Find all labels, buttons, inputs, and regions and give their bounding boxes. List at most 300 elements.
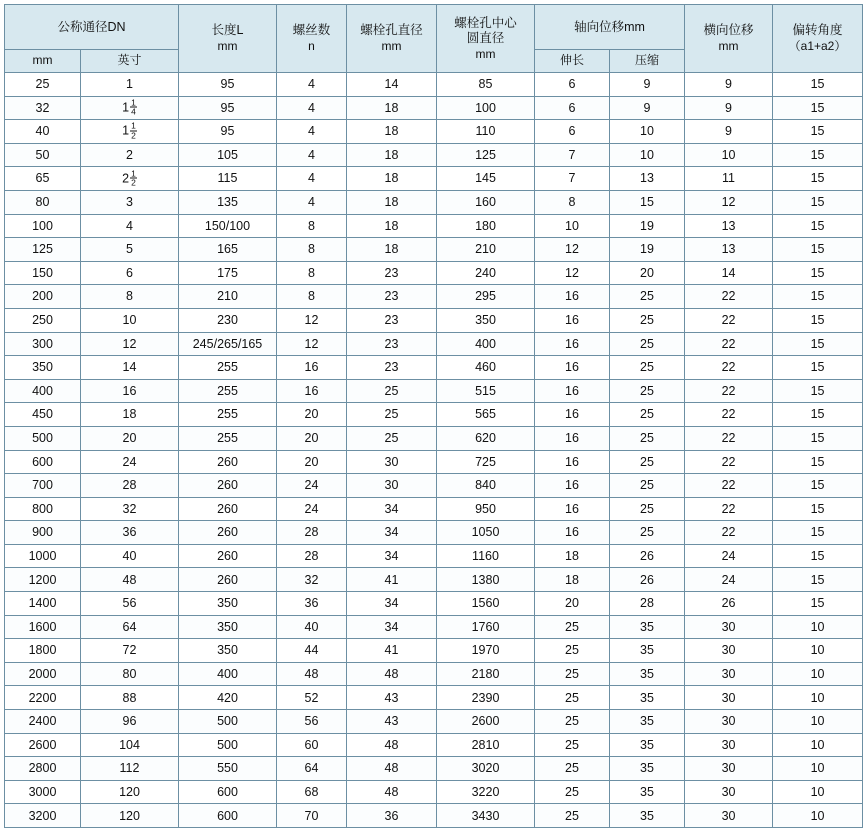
table-row — [5, 120, 863, 144]
cell-length: 150/100 — [179, 214, 277, 238]
cell-screw-count: 44 — [277, 639, 347, 663]
inch-fraction — [130, 122, 137, 140]
cell-length: 135 — [179, 190, 277, 214]
cell-nominal-inch — [81, 214, 179, 238]
cell-nominal-mm: 450 — [5, 403, 81, 427]
header-axial-displacement: 轴向位移mm — [535, 5, 685, 50]
table-row — [5, 403, 863, 427]
cell-nominal-mm: 1800 — [5, 639, 81, 663]
cell-bolt-hole-diameter: 34 — [347, 544, 437, 568]
cell-length: 175 — [179, 261, 277, 285]
cell-axial-extension: 16 — [535, 450, 610, 474]
cell-axial-compression: 35 — [610, 639, 685, 663]
cell-nominal-inch — [81, 120, 179, 144]
cell-axial-extension: 25 — [535, 780, 610, 804]
cell-lateral-displacement: 26 — [685, 592, 773, 616]
cell-axial-extension: 6 — [535, 96, 610, 120]
cell-axial-extension: 6 — [535, 120, 610, 144]
cell-length: 255 — [179, 403, 277, 427]
cell-axial-extension: 7 — [535, 143, 610, 167]
cell-bolt-hole-diameter: 14 — [347, 73, 437, 97]
inch-whole: 4 — [126, 218, 133, 233]
cell-bolt-circle-diameter: 85 — [437, 73, 535, 97]
cell-screw-count: 4 — [277, 120, 347, 144]
cell-nominal-mm: 50 — [5, 143, 81, 167]
cell-nominal-inch — [81, 143, 179, 167]
cell-bolt-hole-diameter: 48 — [347, 757, 437, 781]
cell-deflection-angle: 15 — [773, 521, 863, 545]
cell-nominal-inch — [81, 710, 179, 734]
cell-nominal-mm: 40 — [5, 120, 81, 144]
cell-length: 260 — [179, 450, 277, 474]
cell-axial-extension: 25 — [535, 639, 610, 663]
cell-deflection-angle: 10 — [773, 757, 863, 781]
table-row — [5, 639, 863, 663]
cell-axial-compression: 20 — [610, 261, 685, 285]
cell-screw-count: 32 — [277, 568, 347, 592]
table-row — [5, 143, 863, 167]
cell-length: 400 — [179, 662, 277, 686]
cell-nominal-mm: 900 — [5, 521, 81, 545]
table-row — [5, 804, 863, 828]
cell-axial-extension: 16 — [535, 332, 610, 356]
cell-bolt-circle-diameter: 400 — [437, 332, 535, 356]
cell-screw-count: 20 — [277, 450, 347, 474]
header-deflection-angle-unit: （a1+a2） — [788, 39, 847, 54]
cell-deflection-angle: 15 — [773, 474, 863, 498]
cell-bolt-hole-diameter: 23 — [347, 285, 437, 309]
cell-axial-extension: 10 — [535, 214, 610, 238]
cell-length: 500 — [179, 733, 277, 757]
inch-fraction-denominator: 2 — [131, 177, 136, 188]
cell-length: 550 — [179, 757, 277, 781]
cell-screw-count: 16 — [277, 379, 347, 403]
cell-nominal-mm: 125 — [5, 238, 81, 262]
header-bolt-circle-diameter — [437, 5, 535, 73]
cell-axial-extension: 25 — [535, 662, 610, 686]
inch-fraction-numerator: 1 — [131, 120, 136, 131]
cell-axial-compression: 35 — [610, 757, 685, 781]
cell-deflection-angle: 15 — [773, 73, 863, 97]
cell-bolt-circle-diameter: 2600 — [437, 710, 535, 734]
cell-axial-extension: 16 — [535, 308, 610, 332]
cell-lateral-displacement: 22 — [685, 285, 773, 309]
cell-nominal-mm: 350 — [5, 356, 81, 380]
inch-whole: 18 — [122, 407, 137, 422]
cell-axial-compression: 25 — [610, 450, 685, 474]
cell-deflection-angle: 10 — [773, 639, 863, 663]
cell-nominal-mm: 200 — [5, 285, 81, 309]
cell-deflection-angle: 15 — [773, 450, 863, 474]
cell-nominal-inch — [81, 261, 179, 285]
cell-axial-extension: 16 — [535, 379, 610, 403]
inch-fraction-numerator: 1 — [131, 168, 136, 179]
cell-bolt-hole-diameter: 18 — [347, 167, 437, 191]
cell-bolt-circle-diameter: 1970 — [437, 639, 535, 663]
cell-deflection-angle: 15 — [773, 167, 863, 191]
cell-nominal-mm: 700 — [5, 474, 81, 498]
cell-bolt-circle-diameter: 3220 — [437, 780, 535, 804]
table-row — [5, 733, 863, 757]
cell-deflection-angle: 15 — [773, 426, 863, 450]
cell-axial-extension: 25 — [535, 686, 610, 710]
cell-axial-compression: 35 — [610, 686, 685, 710]
cell-nominal-inch — [81, 804, 179, 828]
cell-screw-count: 8 — [277, 238, 347, 262]
inch-whole: 24 — [122, 454, 137, 469]
cell-screw-count: 24 — [277, 497, 347, 521]
cell-bolt-hole-diameter: 36 — [347, 804, 437, 828]
table-row — [5, 544, 863, 568]
cell-bolt-hole-diameter: 43 — [347, 686, 437, 710]
cell-nominal-inch — [81, 639, 179, 663]
cell-lateral-displacement: 9 — [685, 120, 773, 144]
header-screw-count — [277, 5, 347, 73]
cell-nominal-mm: 65 — [5, 167, 81, 191]
cell-length: 600 — [179, 804, 277, 828]
cell-nominal-mm: 2000 — [5, 662, 81, 686]
cell-axial-compression: 15 — [610, 190, 685, 214]
inch-whole: 1 — [122, 100, 130, 115]
cell-axial-compression: 19 — [610, 214, 685, 238]
header-bolt-circle-diameter-main: 螺栓孔中心 — [454, 15, 517, 30]
cell-nominal-mm: 250 — [5, 308, 81, 332]
cell-axial-compression: 35 — [610, 780, 685, 804]
cell-nominal-mm: 1000 — [5, 544, 81, 568]
cell-screw-count: 24 — [277, 474, 347, 498]
table-row — [5, 214, 863, 238]
cell-axial-extension: 16 — [535, 403, 610, 427]
cell-lateral-displacement: 9 — [685, 73, 773, 97]
cell-axial-compression: 28 — [610, 592, 685, 616]
inch-whole: 2 — [126, 147, 133, 162]
cell-axial-extension: 25 — [535, 615, 610, 639]
cell-deflection-angle: 15 — [773, 568, 863, 592]
table-row — [5, 780, 863, 804]
cell-bolt-circle-diameter: 840 — [437, 474, 535, 498]
header-length-main: 长度L — [211, 23, 244, 38]
inch-whole: 1 — [122, 123, 130, 138]
header-length — [179, 5, 277, 73]
cell-axial-compression: 25 — [610, 426, 685, 450]
cell-nominal-inch — [81, 780, 179, 804]
cell-length: 115 — [179, 167, 277, 191]
inch-whole: 72 — [122, 643, 137, 658]
table-row — [5, 450, 863, 474]
cell-axial-extension: 6 — [535, 73, 610, 97]
cell-nominal-mm: 32 — [5, 96, 81, 120]
inch-whole: 80 — [122, 666, 137, 681]
table-row — [5, 379, 863, 403]
cell-deflection-angle: 15 — [773, 356, 863, 380]
cell-nominal-inch — [81, 615, 179, 639]
cell-lateral-displacement: 24 — [685, 568, 773, 592]
inch-whole: 28 — [122, 478, 137, 493]
cell-bolt-hole-diameter: 48 — [347, 662, 437, 686]
header-nominal-mm: mm — [5, 50, 81, 73]
cell-screw-count: 4 — [277, 96, 347, 120]
cell-nominal-inch — [81, 403, 179, 427]
cell-bolt-circle-diameter: 125 — [437, 143, 535, 167]
cell-axial-compression: 25 — [610, 497, 685, 521]
cell-bolt-circle-diameter: 2810 — [437, 733, 535, 757]
cell-lateral-displacement: 22 — [685, 521, 773, 545]
cell-length: 260 — [179, 521, 277, 545]
cell-deflection-angle: 10 — [773, 780, 863, 804]
header-screw-count-unit: n — [308, 39, 315, 54]
cell-bolt-hole-diameter: 18 — [347, 190, 437, 214]
cell-lateral-displacement: 30 — [685, 733, 773, 757]
inch-fraction-denominator: 2 — [131, 130, 136, 141]
cell-length: 105 — [179, 143, 277, 167]
cell-bolt-hole-diameter: 30 — [347, 474, 437, 498]
table-body — [5, 73, 863, 828]
cell-bolt-circle-diameter: 725 — [437, 450, 535, 474]
cell-deflection-angle: 15 — [773, 214, 863, 238]
cell-axial-extension: 8 — [535, 190, 610, 214]
cell-length: 260 — [179, 497, 277, 521]
cell-length: 260 — [179, 568, 277, 592]
cell-lateral-displacement: 30 — [685, 804, 773, 828]
cell-deflection-angle: 15 — [773, 403, 863, 427]
table-row — [5, 426, 863, 450]
cell-axial-extension: 16 — [535, 474, 610, 498]
cell-axial-extension: 25 — [535, 804, 610, 828]
cell-deflection-angle: 10 — [773, 710, 863, 734]
cell-axial-compression: 9 — [610, 73, 685, 97]
inch-whole: 88 — [122, 690, 137, 705]
cell-lateral-displacement: 22 — [685, 474, 773, 498]
inch-whole: 104 — [119, 737, 140, 752]
cell-nominal-inch — [81, 497, 179, 521]
cell-nominal-inch — [81, 379, 179, 403]
cell-axial-extension: 16 — [535, 497, 610, 521]
cell-bolt-hole-diameter: 23 — [347, 332, 437, 356]
cell-axial-compression: 25 — [610, 474, 685, 498]
table-row — [5, 521, 863, 545]
table-row — [5, 356, 863, 380]
pipe-expansion-joint-spec-table — [4, 4, 863, 828]
cell-lateral-displacement: 13 — [685, 238, 773, 262]
header-deflection-angle-main: 偏转角度 — [792, 23, 843, 38]
cell-deflection-angle: 10 — [773, 804, 863, 828]
table-row — [5, 73, 863, 97]
cell-bolt-hole-diameter: 48 — [347, 733, 437, 757]
cell-deflection-angle: 10 — [773, 733, 863, 757]
cell-bolt-hole-diameter: 34 — [347, 497, 437, 521]
cell-nominal-inch — [81, 733, 179, 757]
inch-whole: 32 — [122, 501, 137, 516]
cell-length: 230 — [179, 308, 277, 332]
header-nominal-inch: 英寸 — [81, 50, 179, 73]
cell-bolt-circle-diameter: 565 — [437, 403, 535, 427]
cell-length: 95 — [179, 73, 277, 97]
inch-whole: 64 — [122, 619, 137, 634]
cell-lateral-displacement: 14 — [685, 261, 773, 285]
cell-length: 210 — [179, 285, 277, 309]
inch-whole: 120 — [119, 784, 140, 799]
cell-nominal-inch — [81, 521, 179, 545]
cell-deflection-angle: 15 — [773, 190, 863, 214]
table-row — [5, 662, 863, 686]
cell-nominal-inch — [81, 190, 179, 214]
cell-axial-compression: 26 — [610, 568, 685, 592]
inch-whole: 16 — [122, 383, 137, 398]
cell-length: 95 — [179, 96, 277, 120]
cell-deflection-angle: 15 — [773, 497, 863, 521]
cell-bolt-hole-diameter: 30 — [347, 450, 437, 474]
table-row — [5, 238, 863, 262]
cell-screw-count: 28 — [277, 544, 347, 568]
table-row — [5, 190, 863, 214]
inch-fraction-numerator: 1 — [131, 97, 136, 108]
cell-bolt-hole-diameter: 34 — [347, 592, 437, 616]
cell-nominal-inch — [81, 662, 179, 686]
cell-nominal-mm: 300 — [5, 332, 81, 356]
cell-bolt-circle-diameter: 1160 — [437, 544, 535, 568]
cell-lateral-displacement: 30 — [685, 710, 773, 734]
header-nominal-diameter: 公称通径DN — [5, 5, 179, 50]
cell-nominal-inch — [81, 285, 179, 309]
cell-lateral-displacement: 22 — [685, 356, 773, 380]
cell-length: 165 — [179, 238, 277, 262]
cell-bolt-circle-diameter: 1380 — [437, 568, 535, 592]
table-row — [5, 167, 863, 191]
cell-axial-extension: 7 — [535, 167, 610, 191]
cell-screw-count: 4 — [277, 190, 347, 214]
cell-bolt-hole-diameter: 18 — [347, 214, 437, 238]
cell-bolt-circle-diameter: 3020 — [437, 757, 535, 781]
table-row — [5, 308, 863, 332]
inch-whole: 40 — [122, 548, 137, 563]
cell-axial-compression: 25 — [610, 521, 685, 545]
cell-deflection-angle: 15 — [773, 96, 863, 120]
cell-axial-extension: 20 — [535, 592, 610, 616]
inch-whole: 10 — [122, 313, 137, 328]
cell-bolt-circle-diameter: 620 — [437, 426, 535, 450]
cell-nominal-inch — [81, 308, 179, 332]
cell-bolt-circle-diameter: 100 — [437, 96, 535, 120]
cell-lateral-displacement: 10 — [685, 143, 773, 167]
cell-bolt-hole-diameter: 23 — [347, 261, 437, 285]
inch-whole: 3 — [126, 195, 133, 210]
cell-bolt-hole-diameter: 34 — [347, 521, 437, 545]
inch-fraction — [130, 169, 137, 187]
cell-axial-compression: 25 — [610, 332, 685, 356]
cell-deflection-angle: 15 — [773, 379, 863, 403]
cell-bolt-circle-diameter: 110 — [437, 120, 535, 144]
cell-length: 255 — [179, 356, 277, 380]
cell-screw-count: 64 — [277, 757, 347, 781]
inch-fraction — [130, 98, 137, 116]
cell-deflection-angle: 15 — [773, 592, 863, 616]
cell-axial-compression: 25 — [610, 356, 685, 380]
cell-axial-compression: 25 — [610, 285, 685, 309]
cell-screw-count: 4 — [277, 73, 347, 97]
cell-axial-compression: 35 — [610, 662, 685, 686]
table-row — [5, 710, 863, 734]
header-lateral-displacement-main: 横向位移 — [703, 23, 754, 38]
cell-bolt-circle-diameter: 160 — [437, 190, 535, 214]
cell-screw-count: 4 — [277, 167, 347, 191]
cell-deflection-angle: 15 — [773, 143, 863, 167]
cell-bolt-circle-diameter: 460 — [437, 356, 535, 380]
inch-whole: 112 — [119, 761, 140, 776]
cell-axial-compression: 25 — [610, 403, 685, 427]
cell-deflection-angle: 15 — [773, 120, 863, 144]
inch-whole: 120 — [119, 808, 140, 823]
cell-nominal-mm: 500 — [5, 426, 81, 450]
header-bolt-hole-diameter-main: 螺栓孔直径 — [360, 23, 423, 38]
cell-axial-extension: 25 — [535, 710, 610, 734]
cell-length: 260 — [179, 544, 277, 568]
table-row — [5, 332, 863, 356]
inch-fraction-denominator: 4 — [131, 106, 136, 117]
cell-screw-count: 8 — [277, 261, 347, 285]
header-deflection-angle — [773, 5, 863, 73]
cell-nominal-mm: 25 — [5, 73, 81, 97]
cell-nominal-mm: 2200 — [5, 686, 81, 710]
cell-nominal-mm: 600 — [5, 450, 81, 474]
table-row — [5, 285, 863, 309]
cell-nominal-mm: 3200 — [5, 804, 81, 828]
cell-deflection-angle: 10 — [773, 686, 863, 710]
cell-deflection-angle: 15 — [773, 544, 863, 568]
cell-axial-extension: 25 — [535, 733, 610, 757]
cell-bolt-hole-diameter: 23 — [347, 308, 437, 332]
cell-axial-extension: 16 — [535, 285, 610, 309]
cell-bolt-circle-diameter: 1050 — [437, 521, 535, 545]
cell-lateral-displacement: 24 — [685, 544, 773, 568]
cell-nominal-inch — [81, 356, 179, 380]
inch-whole: 5 — [126, 242, 133, 257]
cell-screw-count: 20 — [277, 426, 347, 450]
inch-whole: 1 — [126, 77, 133, 92]
cell-nominal-mm: 100 — [5, 214, 81, 238]
inch-whole: 12 — [122, 336, 137, 351]
cell-lateral-displacement: 12 — [685, 190, 773, 214]
cell-length: 500 — [179, 710, 277, 734]
cell-length: 95 — [179, 120, 277, 144]
cell-axial-compression: 25 — [610, 379, 685, 403]
cell-axial-compression: 35 — [610, 804, 685, 828]
cell-lateral-displacement: 30 — [685, 780, 773, 804]
cell-bolt-hole-diameter: 25 — [347, 379, 437, 403]
cell-screw-count: 48 — [277, 662, 347, 686]
table-row — [5, 592, 863, 616]
table-row — [5, 497, 863, 521]
cell-nominal-inch — [81, 96, 179, 120]
cell-screw-count: 12 — [277, 332, 347, 356]
inch-whole: 6 — [126, 265, 133, 280]
cell-lateral-displacement: 30 — [685, 686, 773, 710]
cell-bolt-circle-diameter: 515 — [437, 379, 535, 403]
cell-axial-extension: 16 — [535, 426, 610, 450]
header-bolt-circle-diameter-main2: 圆直径 — [466, 31, 505, 46]
cell-bolt-hole-diameter: 41 — [347, 568, 437, 592]
header-bolt-hole-diameter — [347, 5, 437, 73]
header-lateral-displacement — [685, 5, 773, 73]
cell-bolt-hole-diameter: 25 — [347, 403, 437, 427]
cell-screw-count: 60 — [277, 733, 347, 757]
inch-whole: 8 — [126, 289, 133, 304]
cell-length: 420 — [179, 686, 277, 710]
cell-nominal-inch — [81, 73, 179, 97]
cell-nominal-mm: 1600 — [5, 615, 81, 639]
cell-lateral-displacement: 30 — [685, 757, 773, 781]
cell-length: 350 — [179, 615, 277, 639]
cell-axial-compression: 10 — [610, 143, 685, 167]
